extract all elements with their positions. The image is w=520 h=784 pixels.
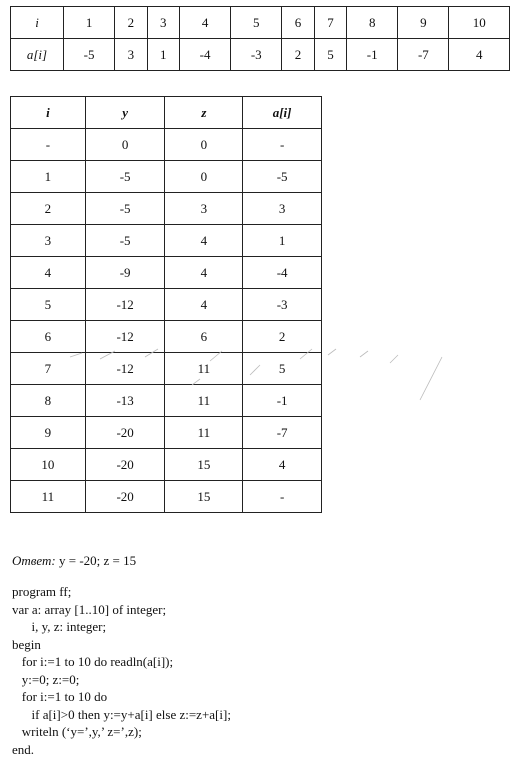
code-line: for i:=1 to 10 do — [12, 689, 108, 704]
trace-cell: -7 — [243, 417, 322, 449]
value-cell: 1 — [147, 39, 179, 71]
index-cell: 10 — [449, 7, 510, 39]
header-y: y — [85, 97, 165, 129]
trace-cell: 4 — [243, 449, 322, 481]
trace-header-row — [11, 97, 322, 129]
trace-cell: 1 — [11, 161, 86, 193]
trace-cell: -20 — [85, 449, 165, 481]
index-cell: 9 — [398, 7, 449, 39]
trace-row — [11, 257, 322, 289]
trace-cell: -4 — [243, 257, 322, 289]
trace-cell: 4 — [11, 257, 86, 289]
code-line: if a[i]>0 then y:=y+a[i] else z:=z+a[i]; — [12, 706, 231, 722]
trace-cell: 15 — [165, 449, 243, 481]
array-index-row — [11, 7, 510, 39]
trace-cell: 6 — [165, 321, 243, 353]
trace-cell: - — [11, 129, 86, 161]
code-line: var a: array [1..10] of integer; — [12, 601, 167, 617]
trace-cell: 2 — [11, 193, 86, 225]
trace-cell: -12 — [85, 321, 165, 353]
trace-cell: 11 — [165, 353, 243, 385]
code-line: end. — [12, 741, 35, 757]
trace-cell: 2 — [243, 321, 322, 353]
value-cell: -1 — [347, 39, 398, 71]
index-cell: 4 — [179, 7, 230, 39]
value-cell: 5 — [314, 39, 346, 71]
answer-label: Ответ: — [12, 553, 56, 568]
trace-cell: -9 — [85, 257, 165, 289]
value-cell: -3 — [231, 39, 282, 71]
trace-table — [10, 96, 322, 513]
trace-cell: 3 — [11, 225, 86, 257]
trace-cell: 0 — [165, 129, 243, 161]
index-cell: 7 — [314, 7, 346, 39]
index-cell: 2 — [115, 7, 147, 39]
index-cell: 3 — [147, 7, 179, 39]
trace-cell: -5 — [243, 161, 322, 193]
trace-cell: -5 — [85, 193, 165, 225]
array-value-row — [11, 39, 510, 71]
code-line: for i:=1 to 10 do readln(a[i]); — [12, 654, 174, 669]
value-cell: 2 — [282, 39, 314, 71]
index-row-label: i — [11, 7, 64, 39]
array-table — [10, 6, 510, 71]
trace-cell: 5 — [243, 353, 322, 385]
index-cell: 5 — [231, 7, 282, 39]
trace-cell: 3 — [165, 193, 243, 225]
trace-row — [11, 449, 322, 481]
program-code — [12, 583, 231, 758]
trace-cell: 4 — [165, 257, 243, 289]
trace-cell: -20 — [85, 481, 165, 513]
index-cell: 8 — [347, 7, 398, 39]
trace-cell: 7 — [11, 353, 86, 385]
trace-cell: 11 — [165, 385, 243, 417]
trace-cell: -5 — [85, 225, 165, 257]
answer-line — [12, 553, 136, 569]
index-cell: 6 — [282, 7, 314, 39]
trace-row — [11, 289, 322, 321]
trace-cell: - — [243, 129, 322, 161]
trace-cell: 0 — [165, 161, 243, 193]
trace-row — [11, 481, 322, 513]
code-line: begin — [12, 636, 41, 652]
header-ai: a[i] — [243, 97, 322, 129]
trace-cell: -3 — [243, 289, 322, 321]
trace-row — [11, 225, 322, 257]
trace-cell: 10 — [11, 449, 86, 481]
trace-cell: -13 — [85, 385, 165, 417]
trace-cell: 4 — [165, 289, 243, 321]
trace-body — [11, 129, 322, 513]
answer-text: y = -20; z = 15 — [55, 553, 137, 568]
trace-cell: - — [243, 481, 322, 513]
trace-cell: -5 — [85, 161, 165, 193]
trace-cell: 15 — [165, 481, 243, 513]
trace-cell: -20 — [85, 417, 165, 449]
trace-row — [11, 129, 322, 161]
value-cell: 3 — [115, 39, 147, 71]
header-z: z — [165, 97, 243, 129]
trace-cell: 9 — [11, 417, 86, 449]
trace-cell: -12 — [85, 353, 165, 385]
trace-cell: 8 — [11, 385, 86, 417]
value-cell: 4 — [449, 39, 510, 71]
trace-cell: 3 — [243, 193, 322, 225]
trace-row — [11, 193, 322, 225]
header-i: i — [11, 97, 86, 129]
trace-cell: 5 — [11, 289, 86, 321]
code-line: y:=0; z:=0; — [12, 671, 80, 687]
value-cell: -5 — [64, 39, 115, 71]
trace-row — [11, 161, 322, 193]
trace-cell: -12 — [85, 289, 165, 321]
value-row-label: a[i] — [11, 39, 64, 71]
code-line: i, y, z: integer; — [12, 619, 107, 634]
trace-cell: 11 — [11, 481, 86, 513]
trace-cell: -1 — [243, 385, 322, 417]
trace-cell: 1 — [243, 225, 322, 257]
trace-cell: 11 — [165, 417, 243, 449]
trace-cell: 6 — [11, 321, 86, 353]
trace-cell: 4 — [165, 225, 243, 257]
trace-cell: 0 — [85, 129, 165, 161]
index-cell: 1 — [64, 7, 115, 39]
code-line: writeln (‘y=’,y,’ z=’,z); — [12, 724, 142, 739]
code-line: program ff; — [12, 584, 72, 599]
value-cell: -7 — [398, 39, 449, 71]
value-cell: -4 — [179, 39, 230, 71]
pencil-marks — [60, 345, 450, 405]
trace-row — [11, 417, 322, 449]
